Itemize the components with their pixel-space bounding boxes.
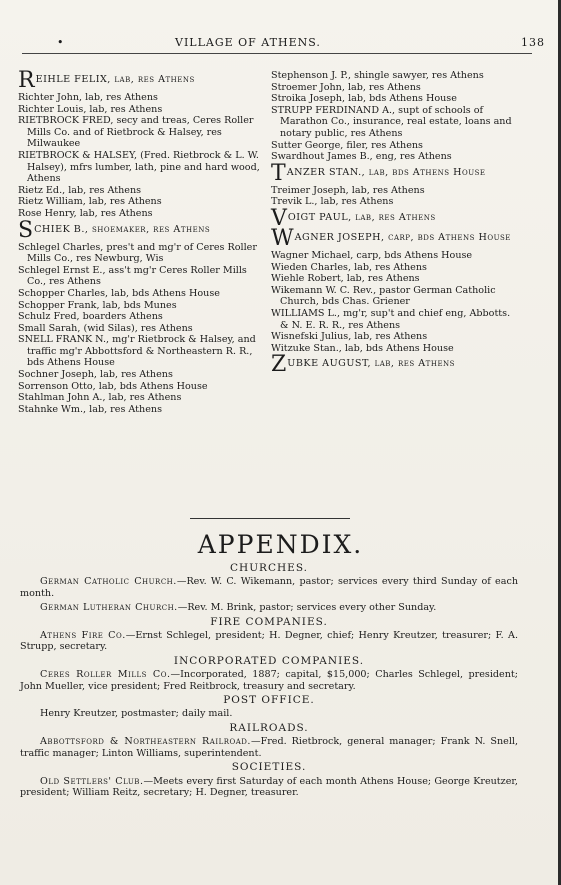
directory-entry bbox=[18, 311, 264, 323]
organization-name: Ceres Roller Mills Co. bbox=[40, 669, 171, 681]
directory-entry bbox=[18, 404, 264, 416]
entry-text: OIGT PAUL, lab, res Athens bbox=[287, 211, 436, 223]
entry-text: Treimer Joseph, lab, res Athens bbox=[271, 184, 425, 196]
directory-entry bbox=[18, 381, 264, 393]
entry-text: Small Sarah, (wid Silas), res Athens bbox=[18, 322, 193, 334]
entry-text: AGNER JOSEPH, carp, bds Athens House bbox=[294, 231, 511, 243]
section-heading: RAILROADS. bbox=[229, 721, 309, 734]
directory-entry bbox=[18, 323, 264, 335]
appendix-paragraph bbox=[20, 576, 518, 599]
directory-entry bbox=[18, 242, 264, 265]
appendix-paragraph bbox=[20, 708, 518, 719]
directory-entry bbox=[271, 105, 519, 140]
appendix-paragraph bbox=[20, 776, 518, 799]
organization-name: German Lutheran Church. bbox=[40, 602, 178, 614]
directory-entry bbox=[271, 82, 519, 94]
entry-text: Schopper Charles, lab, bds Athens House bbox=[18, 287, 220, 299]
appendix-paragraph bbox=[20, 602, 518, 613]
entry-text: Wisnefski Julius, lab, res Athens bbox=[271, 331, 428, 343]
directory-entry bbox=[18, 104, 264, 116]
initial-letter: S bbox=[18, 217, 34, 243]
initial-letter: T bbox=[271, 160, 286, 186]
paragraph-text: —Meets every first Saturday of each month Athens House; George Kreutzer, president; William Reitz, secretary; H. Degner, treasurer. bbox=[20, 775, 518, 798]
directory-entry bbox=[271, 196, 519, 208]
entry-text: Sochner Joseph, lab, res Athens bbox=[18, 369, 173, 381]
directory-entry bbox=[18, 392, 264, 404]
directory-entry bbox=[271, 352, 519, 378]
section-heading: POST OFFICE. bbox=[223, 694, 315, 707]
directory-entry bbox=[271, 343, 519, 355]
directory-entry bbox=[271, 273, 519, 285]
entry-text: Schlegel Charles, pres't and mg'r of Ceres Roller Mills Co., res Newburg, Wis bbox=[18, 241, 257, 265]
entry-text: Sorrenson Otto, lab, bds Athens House bbox=[18, 380, 208, 392]
entry-text: CHIEK B., shoemaker, res Athens bbox=[34, 223, 211, 235]
appendix-paragraph bbox=[20, 736, 518, 759]
appendix-rule bbox=[190, 518, 350, 519]
right-column bbox=[271, 70, 519, 376]
directory-entry bbox=[271, 331, 519, 343]
directory-entry bbox=[271, 205, 519, 231]
entry-text: Stroika Joseph, lab, bds Athens House bbox=[271, 93, 457, 105]
entry-text: Richter Louis, lab, res Athens bbox=[18, 103, 163, 115]
entry-text: SNELL FRANK N., mg'r Rietbrock & Halsey, and traffic mg'r Abbottsford & Northeastern R. R., bds Athens House bbox=[18, 334, 256, 369]
left-column bbox=[18, 70, 264, 415]
organization-name: Athens Fire Co. bbox=[40, 630, 126, 642]
entry-text: RIETBROCK & HALSEY, (Fred. Rietbrock & L. W. Halsey), mfrs lumber, lath, pine and hard wood, Athens bbox=[18, 149, 260, 185]
entry-text: Stahlman John A., lab, res Athens bbox=[18, 392, 182, 404]
entry-text: Trevik L., lab, res Athens bbox=[271, 196, 394, 208]
directory-entry bbox=[18, 115, 264, 150]
organization-name: German Catholic Church. bbox=[40, 576, 177, 588]
directory-entry bbox=[271, 250, 519, 262]
entry-text: Wieden Charles, lab, res Athens bbox=[271, 261, 427, 273]
directory-entry bbox=[271, 160, 519, 186]
directory-entry bbox=[18, 300, 264, 312]
directory-entry bbox=[18, 92, 264, 104]
header-mark: • bbox=[57, 36, 65, 49]
entry-text: Schlegel Ernst E., ass't mg'r Ceres Roller Mills Co., res Athens bbox=[18, 264, 247, 288]
entry-text: Wikemann W. C. Rev., pastor German Catholic Church, bds Chas. Griener bbox=[271, 284, 496, 308]
paragraph-text: —Ernst Schlegel, president; H. Degner, chief; Henry Kreutzer, treasurer; F. A. Strupp, secretary. bbox=[20, 630, 519, 653]
entry-text: Wiehle Robert, lab, res Athens bbox=[271, 273, 420, 285]
directory-entry bbox=[271, 185, 519, 197]
page-number: 138 bbox=[521, 36, 545, 49]
paragraph-text: —Rev. W. C. Wikemann, pastor; services every third Sunday of each month. bbox=[20, 576, 518, 599]
directory-entry bbox=[271, 225, 519, 251]
directory-entry bbox=[18, 217, 264, 243]
entry-text: EIHLE FELIX, lab, res Athens bbox=[35, 74, 195, 85]
paragraph-text: —Fred. Rietbrock, general manager; Frank N. Snell, traffic manager; Linton Williams, superintendent. bbox=[20, 736, 519, 759]
entry-text: WILLIAMS L., mg'r, sup't and chief eng, Abbotts. & N. E. R. R., res Athens bbox=[271, 307, 511, 331]
section-heading: CHURCHES. bbox=[230, 562, 308, 574]
entry-text: Richter John, lab, res Athens bbox=[18, 92, 158, 103]
directory-entry bbox=[18, 265, 264, 288]
paragraph-text: —Incorporated, 1887; capital, $15,000; Charles Schlegel, president; John Mueller, vice president; Fred Reitbrock, treasury and secretary. bbox=[20, 669, 518, 692]
initial-letter: V bbox=[271, 205, 287, 231]
section-heading: SOCIETIES. bbox=[231, 761, 307, 774]
initial-letter: Z bbox=[271, 352, 287, 378]
header-rule bbox=[22, 53, 532, 54]
appendix-body bbox=[20, 561, 518, 801]
entry-text: STRUPP FERDINAND A., supt of schools of Marathon Co., insurance, real estate, loans and notary public, res Athens bbox=[271, 104, 512, 139]
directory-entry bbox=[271, 140, 519, 152]
directory-entry bbox=[271, 285, 519, 308]
running-title: VILLAGE OF ATHENS. bbox=[175, 36, 321, 49]
entry-text: Wagner Michael, carp, bds Athens House bbox=[271, 249, 473, 261]
entry-text: RIETBROCK FRED, secy and treas, Ceres Roller Mills Co. and of Rietbrock & Halsey, res Milwaukee bbox=[18, 115, 254, 150]
appendix-title: APPENDIX. bbox=[197, 530, 364, 559]
directory-entry bbox=[18, 369, 264, 381]
organization-name: Abbottsford & Northeastern Railroad. bbox=[40, 736, 251, 748]
directory-entry bbox=[18, 196, 264, 208]
appendix-paragraph bbox=[20, 669, 518, 692]
entry-text: Rose Henry, lab, res Athens bbox=[18, 207, 153, 219]
organization-name: Old Settlers' Club. bbox=[40, 775, 144, 787]
directory-entry bbox=[18, 68, 264, 93]
directory-entry bbox=[271, 70, 519, 82]
page-header bbox=[0, 36, 561, 52]
entry-text: Schulz Fred, boarders Athens bbox=[18, 311, 163, 323]
entry-text: Rietz Ed., lab, res Athens bbox=[18, 184, 142, 196]
directory-entry bbox=[18, 185, 264, 197]
paragraph-text: Henry Kreutzer, postmaster; daily mail. bbox=[40, 708, 233, 720]
entry-text: Sutter George, filer, res Athens bbox=[271, 139, 423, 151]
directory-entry bbox=[271, 262, 519, 274]
entry-text: Schopper Frank, lab, bds Munes bbox=[18, 299, 177, 311]
entry-text: Stroemer John, lab, res Athens bbox=[271, 81, 421, 93]
entry-text: UBKE AUGUST, lab, res Athens bbox=[287, 358, 455, 370]
directory-entry bbox=[18, 208, 264, 220]
directory-entry bbox=[18, 150, 264, 185]
directory-entry bbox=[271, 308, 519, 331]
initial-letter: R bbox=[18, 68, 35, 93]
directory-entry bbox=[271, 93, 519, 105]
entry-text: Swardhout James B., eng, res Athens bbox=[271, 151, 452, 163]
entry-text: ANZER STAN., lab, bds Athens House bbox=[286, 166, 486, 178]
section-heading: FIRE COMPANIES. bbox=[210, 615, 328, 628]
entry-text: Rietz William, lab, res Athens bbox=[18, 196, 162, 208]
entry-text: Stahnke Wm., lab, res Athens bbox=[18, 403, 162, 415]
directory-entry bbox=[18, 334, 264, 369]
directory-entry bbox=[18, 288, 264, 300]
entry-text: Witzuke Stan., lab, bds Athens House bbox=[271, 342, 454, 354]
initial-letter: W bbox=[271, 225, 294, 251]
entry-text: Stephenson J. P., shingle sawyer, res Athens bbox=[271, 70, 484, 81]
paragraph-text: —Rev. M. Brink, pastor; services every other Sunday. bbox=[177, 602, 437, 614]
section-heading: INCORPORATED COMPANIES. bbox=[173, 654, 365, 667]
directory-entry bbox=[271, 151, 519, 163]
appendix-paragraph bbox=[20, 630, 518, 653]
